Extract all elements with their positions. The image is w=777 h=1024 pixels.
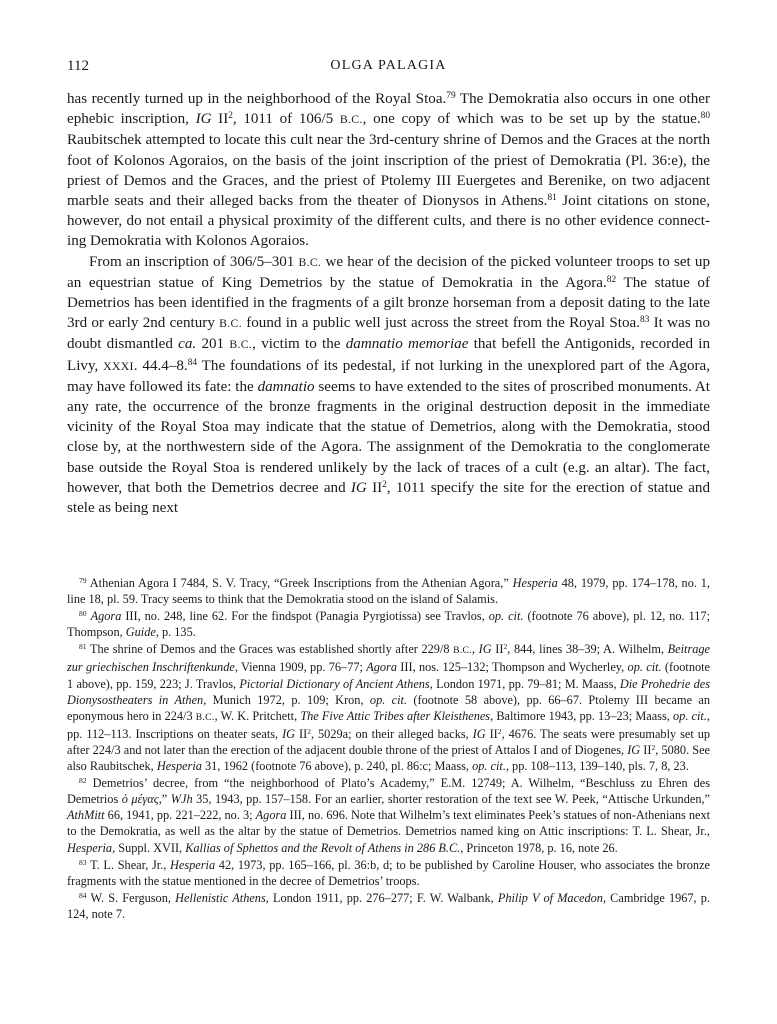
page-number: 112 [67,58,89,74]
paragraph: has recently turned up in the neighborhood of the Royal Stoa.$^{79}$ The Demokratia also occurs in one other ephebic inscription, IG $II^2$, 1011 of 106/5 B.C., one copy of which was to be set up by the statue.$^{80}$ Raubitschek attempted to locate this cult near the 3rd-century shrine of Demos and the Graces at the north foot of Kolonos Agoraios, on the basis of the joint inscription of the priest of Demokratia (Pl. 36:e), the priest of Demos and the Graces, and the priest of Ptolemy III Euergetes and Berenike, on two adjacent marble seats and their alleged backs from the theater of Dionysos in Athens.$^{81}$ Joint citations on stone, however, do not entail a physical proximity of the different cults, and there is no other evidence connecting Demokratia with Kolonos Agoraios. [67,90,710,250]
footnote-84: $^{84}$ W. S. Ferguson, Hellenistic Athens, London 1911, pp. 276–277; F. W. Walbank, Philip V of Macedon, Cambridge 1967, p. 124, note 7. [67,890,711,921]
footnote-ref: 80 [700,111,710,122]
paragraph: From an inscription of 306/5–301 B.C. we hear of the decision of the picked volunteer troops to set up an equestrian statue of King Demetrios by the statue of Demokratia in the Agora.$^{82}$ The statue of Demetrios has been identified in the fragments of a gilt bronze horseman from a deposit dating to the late 3rd or early 2nd century B.C. found in a public well just across the street from the Royal Stoa.$^{83}$ It was no doubt dismantled ca. 201 B.C., victim to the damnatio memoriae that befell the Antigonids, recorded in Livy, XXXI. 44.4–8.84 The foundations of its pedestal, if not lurking in the unexplored part of the Agora, may have followed its fate: the damnatio seems to have extended to the sites of proscribed monuments. At any rate, the occurrence of the bronze fragments in the original destruction deposit in the immediate vicinity of the Royal Stoa may indicate that the statue of Demetrios, along with the Demokratia, stood close by, at the northwestern side of the Agora. The assignment of the Demokratia to the conglomerate base outside the Royal Stoa is rendered unlikely by the lack of traces of a cult (e.g. an altar). The fact, however, that both the Demetrios decree and IG $II^2$, 1011 specify the site for the erection of statue and stele as being next [67,253,711,517]
footnote-82: $^{82}$ Demetrios’ decree, from “the neighborhood of Plato’s Academy,” E.M. 12749; A. Wilhelm, “Beschluss zu Ehren des Demetrios ὁ μέγας,” WJh 35, 1943, pp. 157–158. For an earlier, shorter restoration of the text see W. Peek, “Attische Urkunden,” AthMitt 66, 1941, pp. 221–222, no. 3; Agora III, no. 696. Note that Wilhelm’s text eliminates Peek’s statues of non-Athenians next to the Demokratia, as well as the altar by the statue of Demetrios. Demetrios named king on Attic inscriptions: T. L. Shear, Jr., Hesperia, Suppl. XVII, Kallias of Sphettos and the Revolt of Athens in 286 B.C., Princeton 1978, p. 16, note 26. [67,775,711,855]
footnote-83: $^{83}$ T. L. Shear, Jr., Hesperia 42, 1973, pp. 165–166, pl. 36:b, d; to be published by Caroline Houser, who associates the bronze fragments with the statue mentioned in the decree of Demetrios’ troops. [67,857,710,888]
footnote-81: $^{81}$ The shrine of Demos and the Graces was established shortly after 229/8 B.C., IG $II^2$, 844, lines 38–39; A. Wilhelm, Beitrage zur griechischen Inschriftenkunde, Vienna 1909, pp. 76–77; Agora III, nos. 125–132; Thompson and Wycherley, op. cit. (footnote 1 above), pp. 159, 223; J. Travlos, Pictorial Dictionary of Ancient Athens, London 1971, pp. 79–81; M. Maass, Die Prohedrie des Dionysostheaters in Athen, Munich 1972, p. 109; Kron, op. cit. (footnote 58 above), pp. 66–67. Ptolemy III became an eponymous hero in 224/3 B.C., W. K. Pritchett, The Five Attic Tribes after Kleisthenes, Baltimore 1943, pp. 13–23; Maass, op. cit., pp. 112–113. Inscriptions on theater seats, IG $II^2$, 5029a; on their alleged backs, IG $II^2$, 4676. The seats were presumably set up after 224/3 and not later than the erection of the adjacent double throne of the priest of Attalos I and of Diogenes, IG $II^2$, 5080. See also Raubitschek, Hesperia 31, 1962 (footnote 76 above), p. 240, pl. 86:c; Maass, op. cit., pp. 108–113, 139–140, pls. 7, 8, 23. [67,642,711,774]
footnote-ref: 83 [640,315,650,326]
page-header [67,58,710,80]
running-head: OLGA PALAGIA [330,58,447,73]
main-text [67,89,710,518]
footnote-ref: 82 [606,274,617,285]
footnote-ref: 79 [446,90,456,101]
footnote-ref: 81 [547,192,557,203]
footnote-ref: 84 [187,357,198,368]
footnotes [67,575,710,923]
footnote-80: $^{80}$ Agora III, no. 248, line 62. For the findspot (Panagia Pyrgiotissa) see Travlos, op. cit. (footnote 76 above), pl. 12, no. 117; Thompson, Guide, p. 135. [67,609,710,640]
footnote-79: $^{79}$ Athenian Agora I 7484, S. V. Tracy, “Greek Inscriptions from the Athenian Agora,” Hesperia 48, 1979, pp. 174–178, no. 1, line 18, pl. 59. Tracy seems to think that the Demokratia stood on the island of Salamis. [67,575,710,607]
